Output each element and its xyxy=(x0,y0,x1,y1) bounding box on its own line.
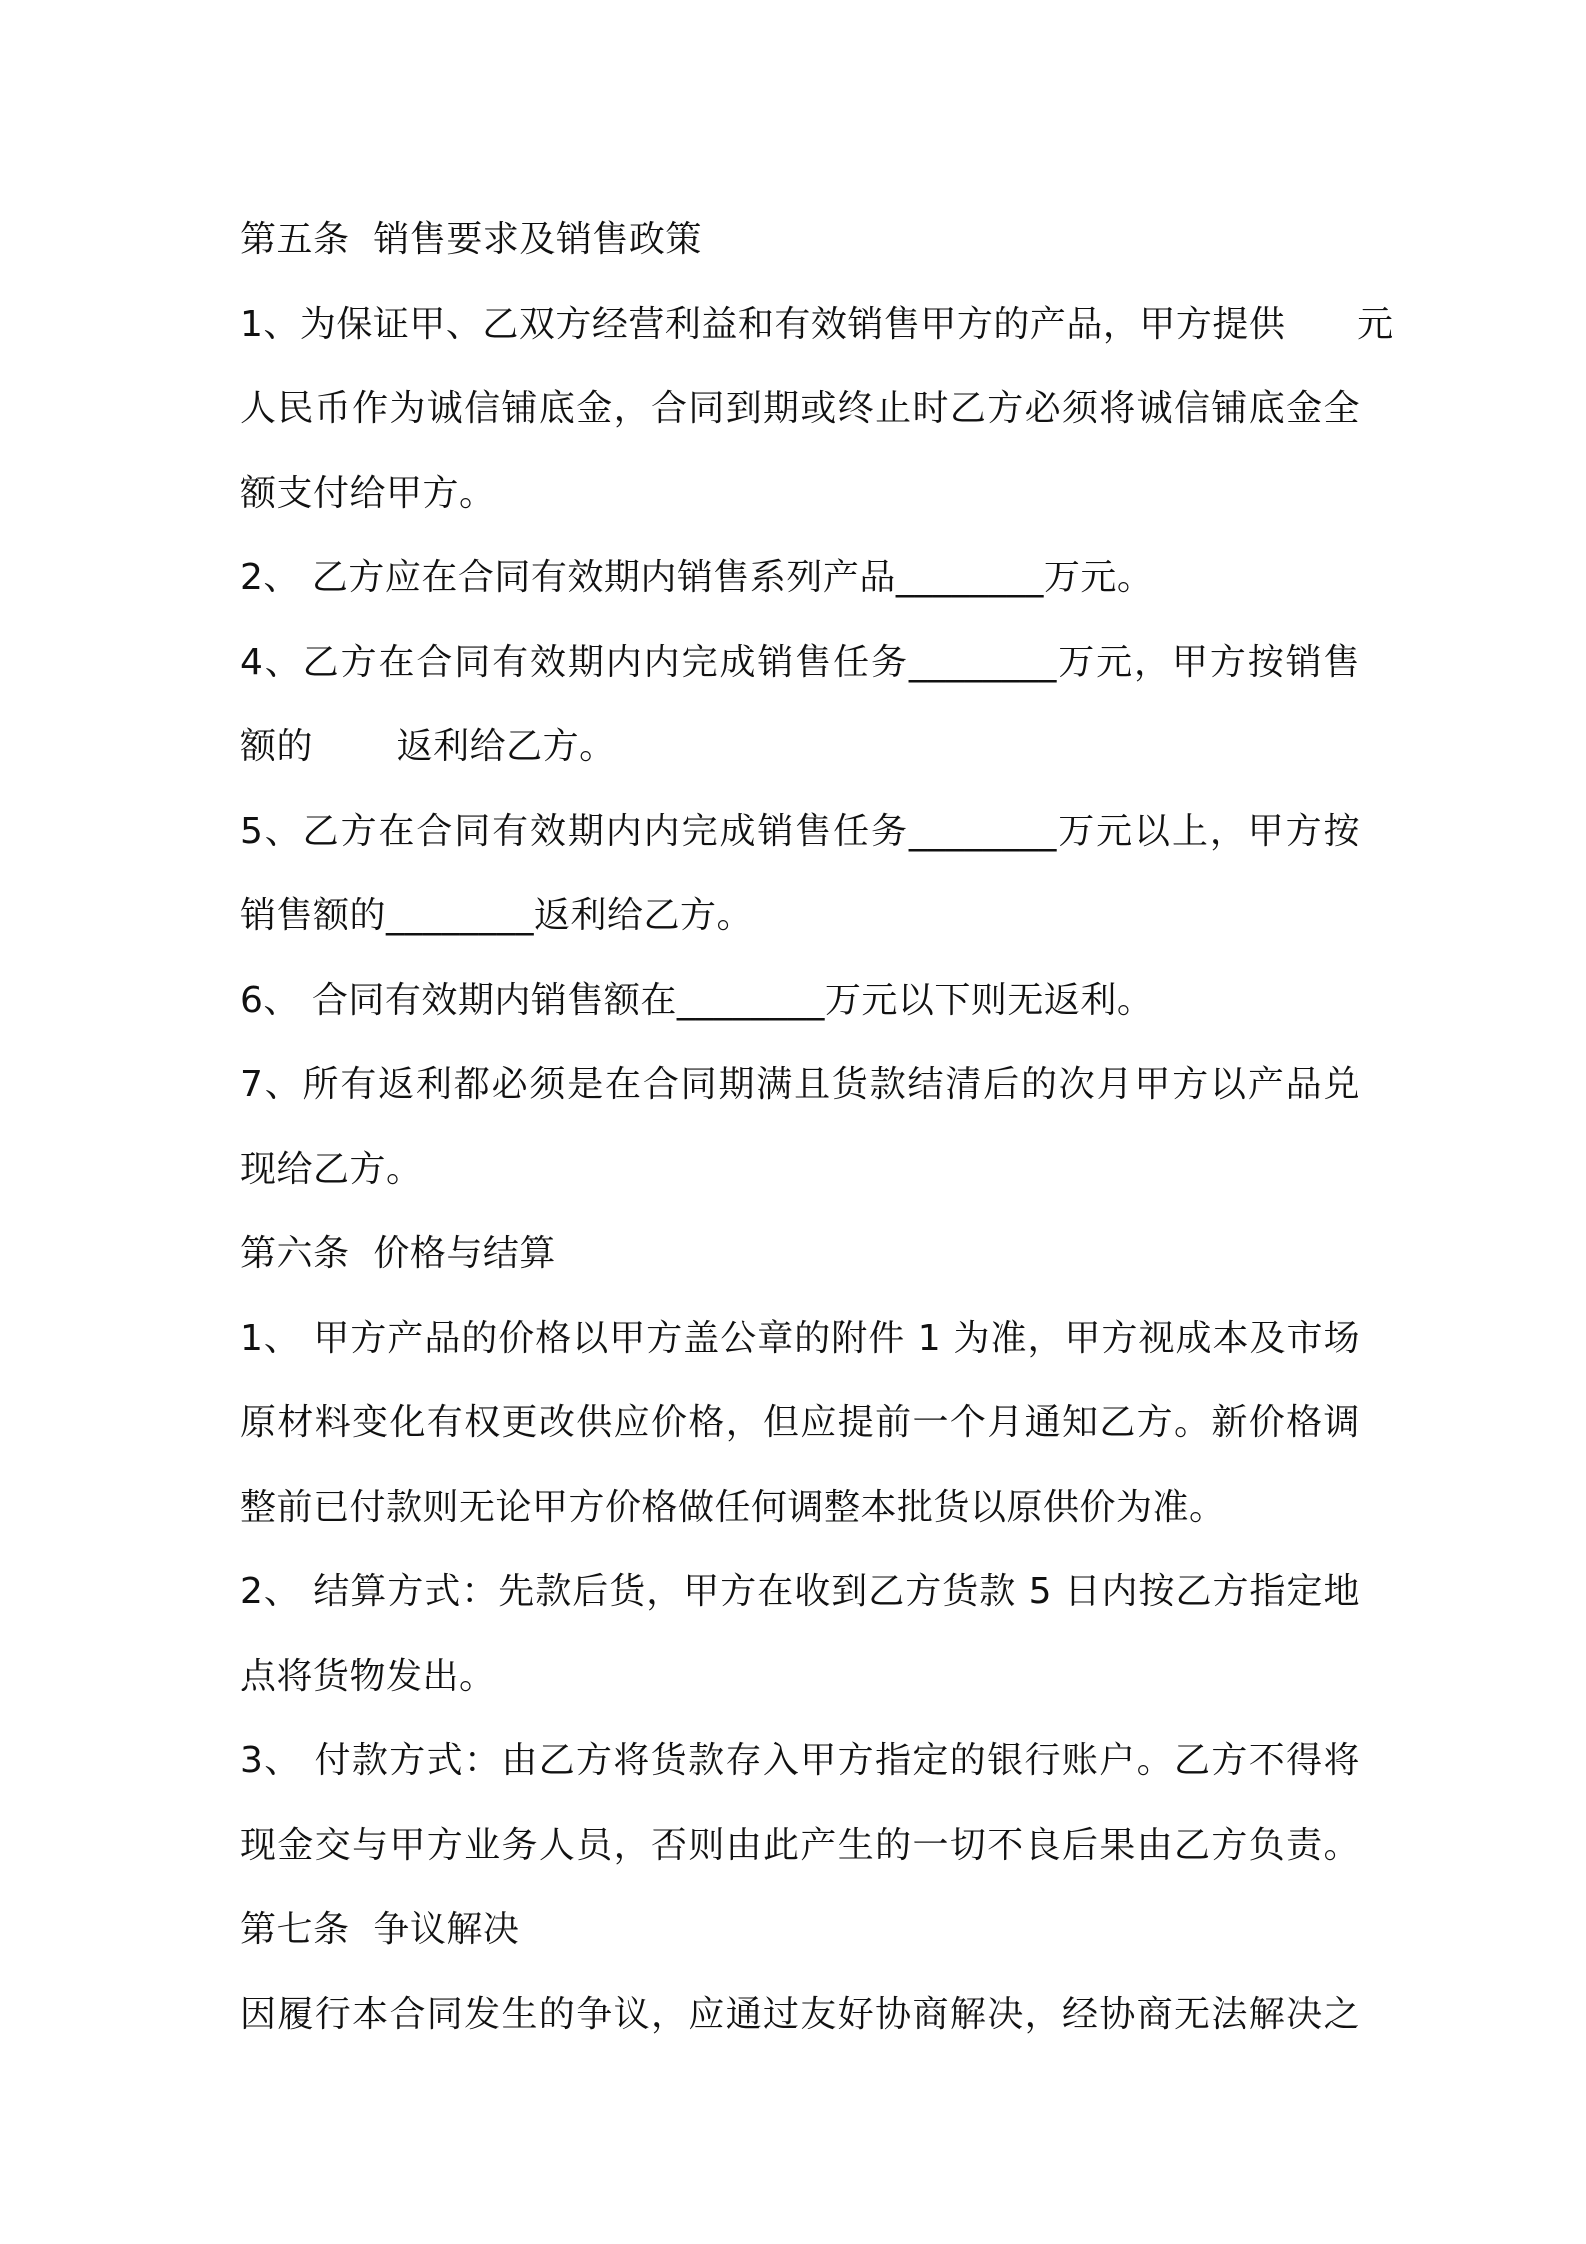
article-5-clause-5-line-1: 5、乙方在合同有效期内内完成销售任务________万元以上，甲方按 xyxy=(240,810,1360,852)
article-6-clause-2-line-1: 2、 结算方式：先款后货，甲方在收到乙方货款 5 日内按乙方指定地 xyxy=(240,1571,1360,1612)
article-5-clause-5-line-2: 销售额的________返利给乙方。 xyxy=(240,895,754,936)
contract-text xyxy=(240,198,1394,2057)
article-7-text-line-1: 因履行本合同发生的争议，应通过友好协商解决，经协商无法解决之 xyxy=(240,1993,1360,2035)
article-5-clause-1-line-1: 1、为保证甲、乙双方经营利益和有效销售甲方的产品，甲方提供 元 xyxy=(240,303,1394,345)
article-5-heading: 第五条 销售要求及销售政策 xyxy=(240,219,702,260)
article-5-clause-4-line-1: 4、乙方在合同有效期内内完成销售任务________万元，甲方按销售 xyxy=(240,641,1360,683)
article-6-clause-3-line-1: 3、 付款方式：由乙方将货款存入甲方指定的银行账户。乙方不得将 xyxy=(240,1740,1360,1781)
article-5-clause-6: 6、 合同有效期内销售额在________万元以下则无返利。 xyxy=(240,979,1154,1021)
article-5-clause-4-line-2: 额的 返利给乙方。 xyxy=(240,726,616,767)
article-7-heading: 第七条 争议解决 xyxy=(240,1909,520,1950)
article-5-clause-1-line-2: 人民币作为诚信铺底金，合同到期或终止时乙方必须将诚信铺底金全 xyxy=(240,388,1360,429)
article-5-clause-2: 2、 乙方应在合同有效期内销售系列产品________万元。 xyxy=(240,557,1154,598)
article-6-clause-2-line-2: 点将货物发出。 xyxy=(240,1655,496,1697)
article-5-clause-1-line-3: 额支付给甲方。 xyxy=(240,472,496,514)
article-6-clause-3-line-2: 现金交与甲方业务人员，否则由此产生的一切不良后果由乙方负责。 xyxy=(240,1824,1360,1866)
article-6-heading: 第六条 价格与结算 xyxy=(240,1233,556,1274)
article-5-clause-7-line-1: 7、所有返利都必须是在合同期满且货款结清后的次月甲方以产品兑 xyxy=(240,1064,1360,1105)
article-6-clause-1-line-3: 整前已付款则无论甲方价格做任何调整本批货以原供价为准。 xyxy=(240,1486,1226,1528)
article-6-clause-1-line-2: 原材料变化有权更改供应价格，但应提前一个月通知乙方。新价格调 xyxy=(240,1402,1360,1443)
article-6-clause-1-line-1: 1、 甲方产品的价格以甲方盖公章的附件 1 为准，甲方视成本及市场 xyxy=(240,1317,1360,1359)
article-5-clause-7-line-2: 现给乙方。 xyxy=(240,1148,423,1190)
